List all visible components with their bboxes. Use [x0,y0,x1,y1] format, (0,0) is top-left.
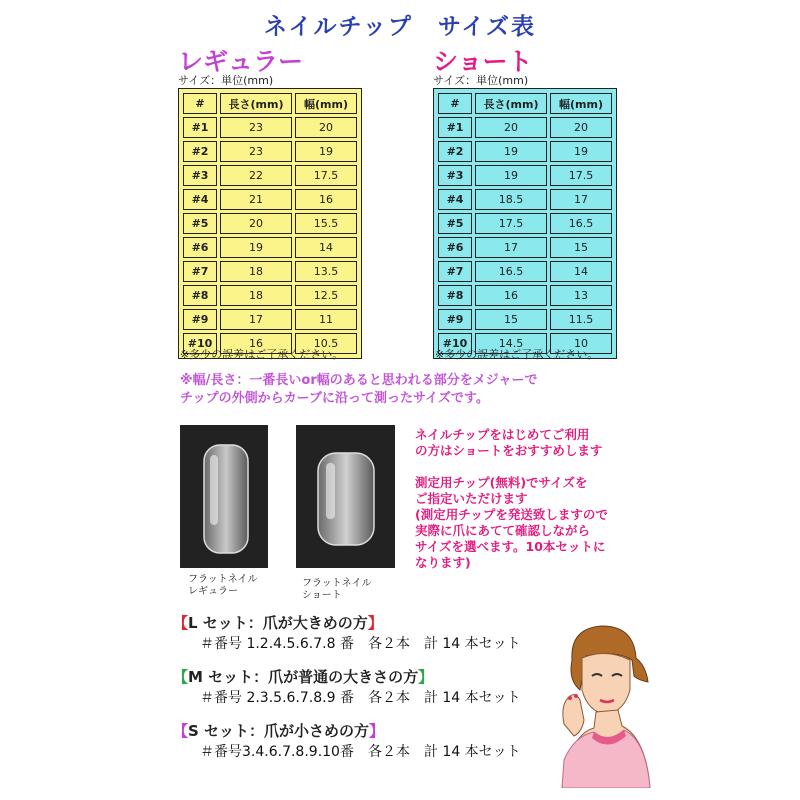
short-length-cell: 16.5 [475,261,547,282]
short-size-number: #8 [438,285,472,306]
short-width-cell: 20 [550,117,612,138]
regular-row [183,213,357,234]
short-size-number: #6 [438,237,472,258]
regular-width-cell: 15.5 [295,213,357,234]
set-label: L セット：爪が大きめの方 [188,614,368,632]
set-bracket: 】 [369,722,385,740]
regular-unit-label: サイズ：単位(mm) [178,74,274,87]
s-set-detail: ＃番号3.4.6.7.8.9.10番 各２本 計 14 本セット [200,744,521,760]
short-length-cell: 19 [475,165,547,186]
regular-size-number: #4 [183,189,217,210]
regular-size-number: #9 [183,309,217,330]
info-line [415,459,655,475]
short-unit-label: サイズ：単位(mm) [433,74,529,87]
regular-size-table [178,88,362,359]
regular-width-cell: 14 [295,237,357,258]
regular-size-number: #6 [183,237,217,258]
regular-header-row [183,93,357,114]
short-size-number: #3 [438,165,472,186]
short-nail-tip-image [296,425,395,568]
regular-length-cell: 23 [220,141,292,162]
short-width-cell: 14 [550,261,612,282]
regular-row [183,117,357,138]
regular-length-cell: 17 [220,309,292,330]
regular-row [183,189,357,210]
short-size-number: #10 [438,333,472,354]
set-label: S セット：爪が小さめの方 [188,722,370,740]
short-length-cell: 15 [475,309,547,330]
regular-note: ※多少の誤差はご了承ください。 [180,348,344,361]
regular-title: レギュラー [178,47,304,76]
regular-header-cell: # [183,93,217,114]
set-bracket: 】 [367,614,383,632]
short-row [438,189,612,210]
regular-size-number: #8 [183,285,217,306]
short-length-cell: 14.5 [475,333,547,354]
m-set-detail: ＃番号 2.3.5.6.7.8.9 番 各２本 計 14 本セット [200,690,521,706]
regular-length-cell: 22 [220,165,292,186]
regular-header-cell: 長さ(mm) [220,93,292,114]
short-width-cell: 17 [550,189,612,210]
short-length-cell: 17 [475,237,547,258]
short-size-number: #4 [438,189,472,210]
info-line: なります) [415,555,471,570]
m-set-heading [173,666,433,687]
info-line: サイズを選べます。10本セットに [415,539,606,554]
regular-length-cell: 21 [220,189,292,210]
set-bracket: 】 [418,668,434,686]
regular-length-cell: 23 [220,117,292,138]
info-line: の方はショートをおすすめします [415,443,603,458]
short-note: ※多少の誤差はご了承ください。 [435,348,599,361]
regular-size-number: #2 [183,141,217,162]
regular-size-number: #1 [183,117,217,138]
short-width-cell: 17.5 [550,165,612,186]
short-size-number: #1 [438,117,472,138]
regular-width-cell: 11 [295,309,357,330]
regular-row [183,309,357,330]
sample-tip-info [415,427,655,571]
short-row [438,285,612,306]
short-row [438,237,612,258]
short-length-cell: 16 [475,285,547,306]
short-width-cell: 13 [550,285,612,306]
regular-row [183,285,357,306]
caption-line: フラットネイル [302,578,372,589]
short-length-cell: 20 [475,117,547,138]
regular-length-cell: 18 [220,285,292,306]
regular-size-number: #10 [183,333,217,354]
short-row [438,213,612,234]
regular-size-number: #3 [183,165,217,186]
regular-size-number: #7 [183,261,217,282]
info-line: (測定用チップを発送致しますので [415,507,608,522]
regular-length-cell: 20 [220,213,292,234]
regular-row [183,165,357,186]
short-header-row [438,93,612,114]
regular-length-cell: 19 [220,237,292,258]
short-length-cell: 18.5 [475,189,547,210]
caption-line: フラットネイル [188,574,258,585]
regular-nail-tip-photo [180,425,268,568]
set-label: M セット：爪が普通の大きさの方 [188,668,419,686]
short-width-cell: 19 [550,141,612,162]
short-width-cell: 15 [550,237,612,258]
short-row [438,309,612,330]
short-size-number: #2 [438,141,472,162]
short-row [438,117,612,138]
regular-width-cell: 17.5 [295,165,357,186]
info-line: ネイルチップをはじめてご利用 [415,427,590,442]
short-photo-caption [302,578,372,602]
set-bracket: 【 [173,668,189,686]
short-nail-tip-photo [296,425,395,568]
regular-row [183,141,357,162]
short-title: ショート [433,47,533,76]
caption-line: レギュラー [188,586,238,597]
caption-line: ショート [302,590,342,601]
l-set-detail: ＃番号 1.2.4.5.6.7.8 番 各２本 計 14 本セット [200,636,521,652]
short-size-table [433,88,617,359]
regular-nail-tip-image [180,425,268,568]
short-header-cell: # [438,93,472,114]
short-header-cell: 幅(mm) [550,93,612,114]
s-set-heading [173,720,384,741]
short-row [438,261,612,282]
regular-width-cell: 10.5 [295,333,357,354]
short-row [438,165,612,186]
regular-header-cell: 幅(mm) [295,93,357,114]
measurement-note-line: ※幅/長さ：一番長いor幅のあると思われる部分をメジャーで [180,373,538,388]
regular-photo-caption [188,574,258,598]
info-line: 実際に爪にあてて確認しながら [415,523,591,538]
short-width-cell: 11.5 [550,309,612,330]
regular-width-cell: 20 [295,117,357,138]
l-set-heading [173,612,383,633]
regular-width-cell: 13.5 [295,261,357,282]
woman-illustration [550,620,660,788]
short-length-cell: 19 [475,141,547,162]
measurement-note-line: チップの外側からカーブに沿って測ったサイズです。 [180,391,489,406]
regular-width-cell: 19 [295,141,357,162]
set-bracket: 【 [173,722,189,740]
short-size-number: #9 [438,309,472,330]
regular-row [183,237,357,258]
short-length-cell: 17.5 [475,213,547,234]
regular-length-cell: 18 [220,261,292,282]
regular-row [183,261,357,282]
regular-width-cell: 12.5 [295,285,357,306]
short-row [438,141,612,162]
regular-length-cell: 16 [220,333,292,354]
short-size-number: #5 [438,213,472,234]
set-bracket: 【 [173,614,189,632]
short-header-cell: 長さ(mm) [475,93,547,114]
page-title: ネイルチップ サイズ表 [263,14,536,40]
info-line: ご指定いただけます [415,491,528,506]
regular-width-cell: 16 [295,189,357,210]
short-size-number: #7 [438,261,472,282]
short-width-cell: 10 [550,333,612,354]
short-width-cell: 16.5 [550,213,612,234]
regular-size-number: #5 [183,213,217,234]
measurement-note [180,372,537,408]
info-line: 測定用チップ(無料)でサイズを [415,475,588,490]
